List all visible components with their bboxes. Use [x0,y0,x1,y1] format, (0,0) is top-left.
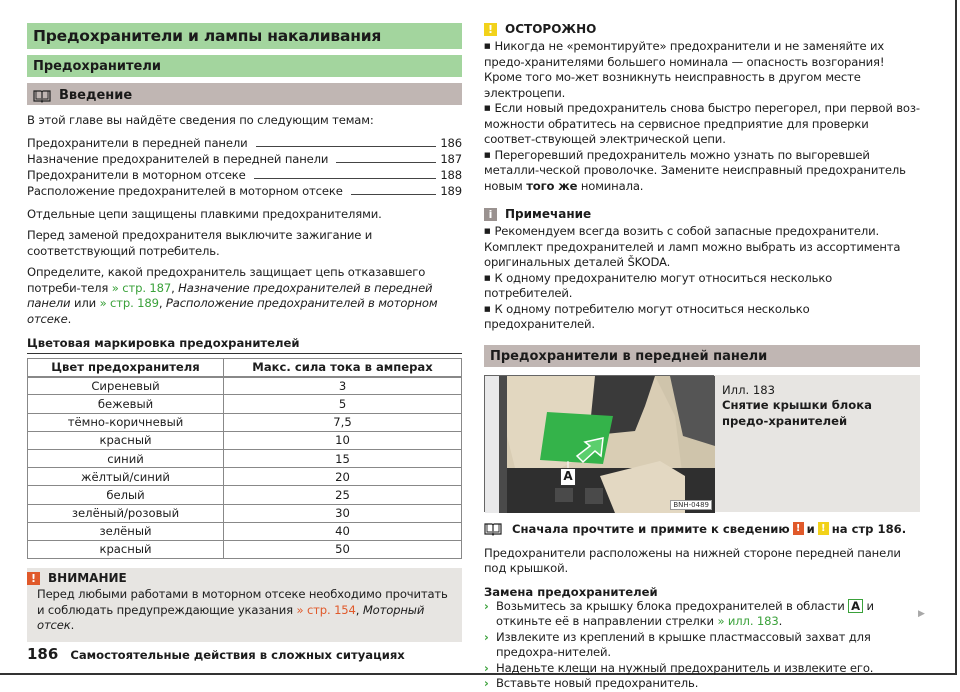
car-interior-illustration [485,376,715,513]
note-heading: i Примечание [484,207,920,221]
fuse-location-text: Предохранители расположены на нижней стороне передней панели под крышкой. [484,545,901,575]
table-row: красный 50 [28,540,462,558]
note-bullet: ■ Рекомендуем всегда возить с собой запасные предохранители. Комплект предохранителей и ламп можно выбрать из ассортимента оригинальных деталей ŠKODA. [484,224,920,271]
subsection-title: Введение [59,88,133,103]
area-a-marker: A [848,599,863,613]
warning-mark-icon: ! [793,522,804,535]
table-row: тёмно-коричневый 7,5 [28,413,462,431]
figure-link[interactable]: » илл. 183 [717,614,779,628]
table-row: синий 15 [28,449,462,467]
step-item: › Вставьте новый предохранитель. [484,676,699,690]
left-column [27,23,462,642]
paragraph-circuits: Отдельные цепи защищены плавкими предохранителями. [27,206,382,221]
table-header-row [28,359,462,377]
fuse-cover-illustration [484,375,714,512]
column-header: Макс. сила тока в амперах [224,359,462,377]
exclamation-icon: ! [27,572,40,585]
caution-mark-icon: ! [818,522,829,535]
exclamation-icon: ! [484,23,497,36]
chapter-title: Предохранители и лампы накаливания [27,23,462,49]
page-link[interactable]: » стр. 154 [296,602,356,617]
section-title-front-panel: Предохранители в передней панели [484,345,920,367]
area-a-label: A [560,468,576,486]
caution-block [484,22,920,194]
step-item: › Извлеките из креплений в крышке пластмассовый захват для предохра-нителей. [484,629,871,659]
book-icon [33,90,51,102]
chevron-right-icon: › [484,660,489,675]
chevron-right-icon: › [484,598,489,613]
toc-item[interactable]: Расположение предохранителей в моторном отсеке 189 [27,183,462,198]
table-row: белый 25 [28,486,462,504]
note-bullet: ■ К одному потребителю могут относиться несколько предохранителей. [484,302,920,333]
step-item: › Наденьте клещи на нужный предохранитель и извлеките его. [484,660,874,675]
page-number: 186 [27,645,59,663]
figure-183 [484,375,920,512]
read-first-notice: Сначала прочтите и примите к сведению ! и ! на стр 186. [484,522,920,536]
toc-item[interactable]: Предохранители в передней панели 186 [27,135,462,150]
column-header: Цвет предохранителя [28,359,224,377]
table-row: зелёный 40 [28,522,462,540]
warning-box [27,568,462,642]
paragraph-identify: Определите, какой предохранитель защищает цепь отказавшего потреби-теля » стр. 187, Назначение предохранителей в передней панели или » стр. 189, Расположение предохранителей в моторном отсеке. [27,265,438,326]
caution-bullet: ■ Никогда не «ремонтируйте» предохранители и не заменяйте их предо-хранителями большего номинала — опасность возгорания! Кроме того мо-жет возникнуть неисправность в другом месте электроцепи. [484,39,920,101]
warning-text: Перед любыми работами в моторном отсеке необходимо прочитать и соблюдать предупреждающие указания » стр. 154, Моторный отсек. [37,587,448,633]
page-footer [27,645,405,663]
book-icon [484,523,502,535]
note-block [484,207,920,333]
table-title: Цветовая маркировка предохранителей [27,336,462,354]
section-title: Предохранители [27,55,462,77]
caution-bullet: ■ Если новый предохранитель снова быстро перегорел, при первой воз-можности обратитесь на сервисное предприятие для проверки соответ-ствующей электрической цепи. [484,101,920,148]
fuse-color-table [27,358,462,559]
toc-item[interactable]: Назначение предохранителей в передней панели 187 [27,151,462,166]
info-icon: i [484,208,497,221]
caution-bullet: ■ Перегоревший предохранитель можно узнать по выгоревшей металли-ческой проволочке. Замените неисправный предохранитель новым того же номинала. [484,148,920,195]
figure-code: BNH-0489 [670,500,712,510]
intro-text: В этой главе вы найдёте сведения по следующим темам: [27,113,374,127]
table-of-contents [27,135,462,199]
table-row: красный 10 [28,431,462,449]
page-link[interactable]: » стр. 187 [111,280,172,295]
subsection-heading [27,83,462,105]
page-link[interactable]: » стр. 189 [99,296,159,310]
steps-title: Замена предохранителей [484,584,658,599]
continue-arrow-icon: ▶ [918,609,925,619]
table-row: бежевый 5 [28,395,462,413]
table-row: жёлтый/синий 20 [28,468,462,486]
figure-title: Снятие крышки блока предо-хранителей [722,398,872,428]
note-bullet: ■ К одному предохранителю могут относиться несколько потребителей. [484,271,920,302]
step-item: › Возьмитесь за крышку блока предохранителей в области A и откиньте её в направлении стрелки » илл. 183. [484,598,874,628]
footer-section-title: Самостоятельные действия в сложных ситуациях [70,648,405,662]
toc-item[interactable]: Предохранители в моторном отсеке 188 [27,167,462,182]
table-row: зелёный/розовый 30 [28,504,462,522]
chevron-right-icon: › [484,676,489,690]
warning-heading: ! ВНИМАНИЕ [27,571,454,585]
figure-caption [714,375,920,512]
table-row: Сиреневый 3 [28,377,462,395]
paragraph-ignition: Перед заменой предохранителя выключите зажигание и соответствующий потребитель. [27,228,373,258]
right-column [484,22,920,692]
figure-number: Илл. 183 [722,382,775,397]
chevron-right-icon: › [484,629,489,644]
caution-heading: ! ОСТОРОЖНО [484,22,920,36]
